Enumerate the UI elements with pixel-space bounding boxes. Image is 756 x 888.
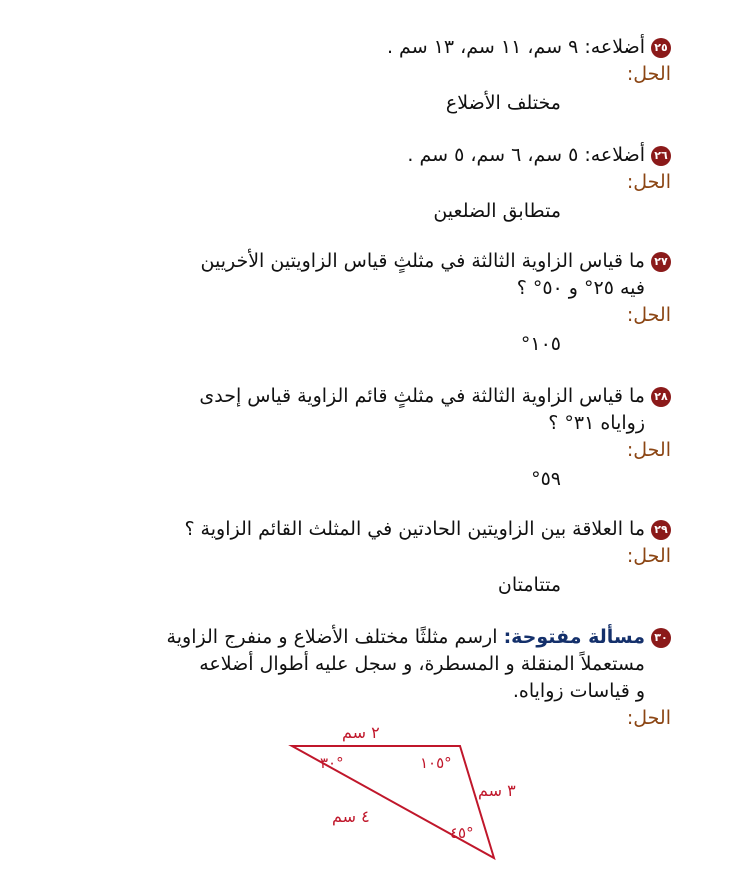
question-text-line-1: ما قياس الزاوية الثالثة في مثلثٍ قياس الزاويتين الأخريين <box>200 250 645 272</box>
problem-number-badge: ٢٦ <box>651 146 671 166</box>
question-text-line-2: مستعملاً المنقلة و المسطرة، و سجل عليه أطوال أضلاعه <box>199 653 645 675</box>
problem-number-badge: ٢٧ <box>651 252 671 272</box>
problem-30 <box>31 624 671 732</box>
problem-number-badge: ٣٠ <box>651 628 671 648</box>
problem-26 <box>31 142 671 226</box>
side-left-label: ٤ سم <box>332 807 370 826</box>
triangle-diagram <box>280 718 540 868</box>
problem-29 <box>31 516 671 600</box>
problem-25 <box>31 34 671 118</box>
answer-text: متطابق الضلعين <box>433 200 561 222</box>
solution-label: الحل: <box>626 63 671 85</box>
solution-label: الحل: <box>626 545 671 567</box>
question-text: ما العلاقة بين الزاويتين الحادتين في المثلث القائم الزاوية ؟ <box>184 518 645 540</box>
problem-number-badge: ٢٩ <box>651 520 671 540</box>
question-line <box>31 248 671 275</box>
answer-text: متتامتان <box>497 574 561 596</box>
problem-28 <box>31 383 671 494</box>
problem-number-badge: ٢٥ <box>651 38 671 58</box>
side-top-label: ٢ سم <box>342 723 380 742</box>
question-text-line-3: و قياسات زواياه. <box>512 680 645 702</box>
question-text: أضلاعه: ٥ سم، ٦ سم، ٥ سم . <box>407 144 645 166</box>
question-text-line-2: فيه ٢٥° و ٥٠° ؟ <box>516 277 645 299</box>
side-right-label: ٣ سم <box>478 781 516 800</box>
question-text-line-2: زواياه ٣١° ؟ <box>548 412 645 434</box>
answer-text: مختلف الأضلاع <box>445 92 561 114</box>
problem-number-badge: ٢٨ <box>651 387 671 407</box>
question-line <box>31 142 671 169</box>
solution-label: الحل: <box>626 171 671 193</box>
open-problem-label: مسألة مفتوحة: <box>503 626 645 648</box>
question-line <box>31 624 671 651</box>
question-text-line-1: ما قياس الزاوية الثالثة في مثلثٍ قائم الزاوية قياس إحدى <box>199 385 645 407</box>
answer-text: ١٠٥° <box>520 333 561 355</box>
question-text-line-1 <box>31 624 645 651</box>
angle-top-right-label: ١٠٥° <box>420 754 452 772</box>
solution-label: الحل: <box>626 304 671 326</box>
question-line <box>31 516 671 543</box>
question-line <box>31 34 671 61</box>
question-line <box>31 383 671 410</box>
angle-left-label: ٣٠° <box>320 754 344 772</box>
problem-27 <box>31 248 671 359</box>
question-text-part: ارسم مثلثًا مختلف الأضلاع و منفرج الزاوية <box>166 626 498 648</box>
question-text: أضلاعه: ٩ سم، ١١ سم، ١٣ سم . <box>386 36 645 58</box>
triangle-svg <box>280 718 540 868</box>
answer-text: ٥٩° <box>531 468 561 490</box>
solution-label: الحل: <box>626 707 671 729</box>
solution-label: الحل: <box>626 439 671 461</box>
angle-bottom-label: ٤٥° <box>450 824 474 842</box>
